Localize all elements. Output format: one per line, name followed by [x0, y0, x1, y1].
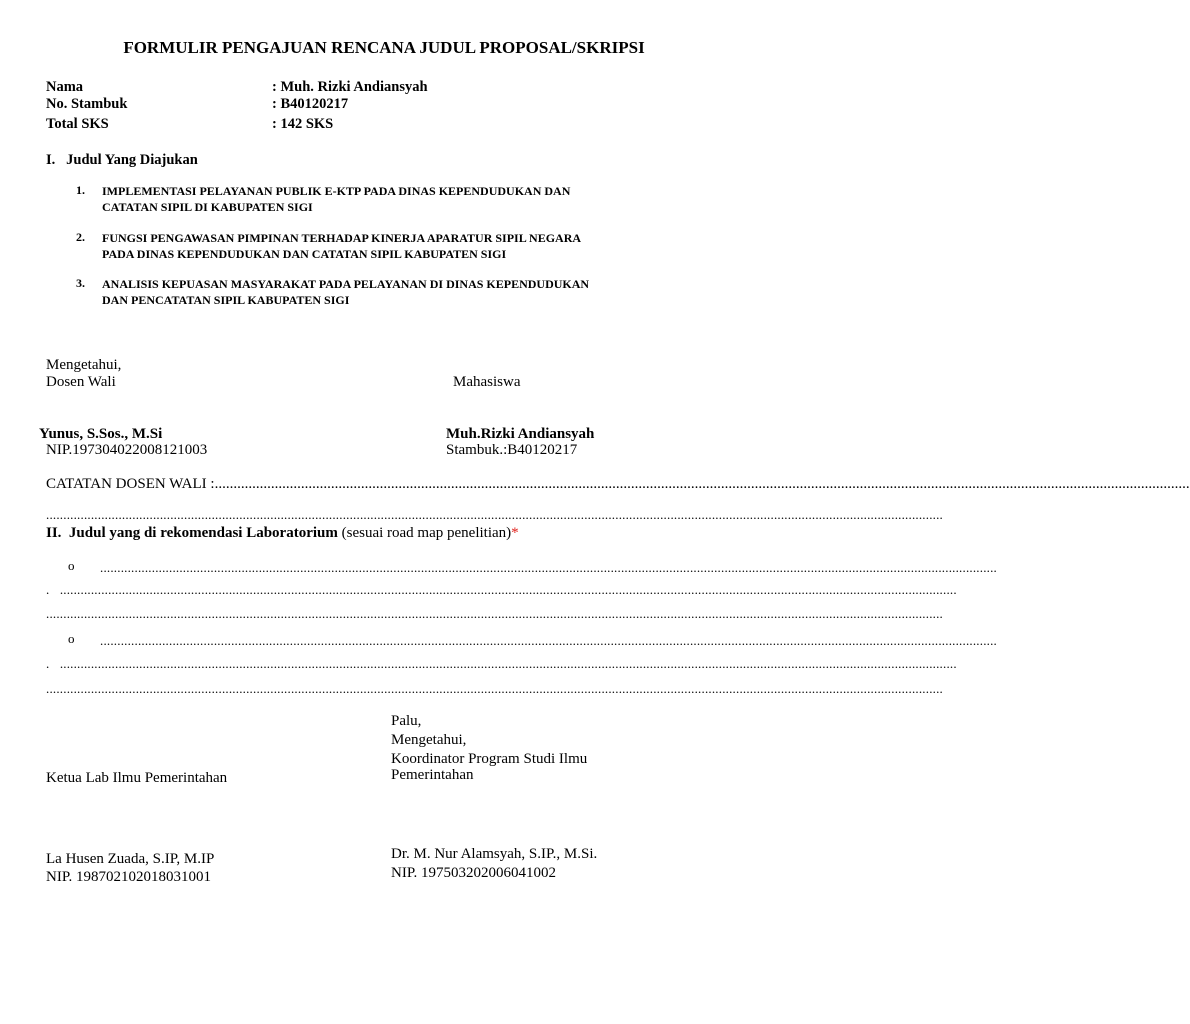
- koordinator-name: Dr. M. Nur Alamsyah, S.IP., M.Si.: [391, 846, 598, 862]
- title-item-3-line1: ANALISIS KEPUASAN MASYARAKAT PADA PELAYANAN DI DINAS KEPENDUDUKAN: [102, 277, 590, 291]
- catatan-line: ....................................................................................................................................................................................................................................................................: [46, 507, 943, 522]
- required-asterisk: *: [511, 525, 519, 541]
- catatan-dosen-wali: [46, 476, 1190, 493]
- ketua-lab-name: La Husen Zuada, S.IP, M.IP: [46, 851, 215, 867]
- title-item-1-line2: CATATAN SIPIL DI KABUPATEN SIGI: [102, 200, 313, 214]
- info-value-sks: : 142 SKS: [272, 116, 334, 132]
- koordinator-title-line2: Pemerintahan: [391, 767, 474, 783]
- title-item-3-line2: DAN PENCATATAN SIPIL KABUPATEN SIGI: [102, 293, 350, 307]
- mengetahui-label-2: Mengetahui,: [391, 732, 467, 748]
- catatan-dots: ....................................................................................................................................................................................................................................................................: [214, 476, 1190, 492]
- title-item-3-number: 3.: [76, 276, 85, 290]
- recommendation-2-line1: ....................................................................................................................................................................................................................................................................: [100, 633, 997, 648]
- dosen-wali-name: Yunus, S.Sos., M.Si: [39, 426, 163, 442]
- recommendation-2-line2: . ....................................................................................................................................................................................................................................................................: [46, 656, 957, 671]
- koordinator-title-line1: Koordinator Program Studi Ilmu: [391, 751, 588, 767]
- mengetahui-label: Mengetahui,: [46, 357, 122, 373]
- dosen-wali-label: Dosen Wali: [46, 374, 116, 390]
- mahasiswa-name: Muh.Rizki Andiansyah: [446, 426, 595, 442]
- section-2-note: (sesuai road map penelitian): [341, 525, 512, 541]
- title-item-2-line1: FUNGSI PENGAWASAN PIMPINAN TERHADAP KINERJA APARATUR SIPIL NEGARA: [102, 231, 582, 245]
- mahasiswa-label: Mahasiswa: [453, 374, 521, 390]
- recommendation-1-line1: ....................................................................................................................................................................................................................................................................: [100, 560, 997, 575]
- recommendation-1-line2: . ....................................................................................................................................................................................................................................................................: [46, 582, 957, 597]
- info-label-nama: Nama: [46, 79, 84, 95]
- catatan-label: CATATAN DOSEN WALI :: [46, 476, 215, 492]
- title-item-1-line1: IMPLEMENTASI PELAYANAN PUBLIK E-KTP PADA DINAS KEPENDUDUKAN DAN: [102, 184, 571, 198]
- section-2-heading: II. Judul yang di rekomendasi Laboratorium: [46, 525, 338, 541]
- section-2-heading-row: [46, 525, 519, 542]
- recommendation-2-line3: ....................................................................................................................................................................................................................................................................: [46, 681, 943, 696]
- form-title: FORMULIR PENGAJUAN RENCANA JUDUL PROPOSAL/SKRIPSI: [123, 38, 645, 57]
- recommendation-1-line3: ....................................................................................................................................................................................................................................................................: [46, 606, 943, 621]
- koordinator-nip: NIP. 197503202006041002: [391, 865, 557, 881]
- section-1-heading: I. Judul Yang Diajukan: [46, 152, 198, 168]
- info-value-nama: : Muh. Rizki Andiansyah: [272, 79, 428, 95]
- recommendation-1-bullet: o: [68, 558, 75, 573]
- mahasiswa-stambuk: Stambuk.:B40120217: [446, 442, 578, 458]
- info-label-stambuk: No. Stambuk: [46, 96, 128, 112]
- ketua-lab-label: Ketua Lab Ilmu Pemerintahan: [46, 770, 228, 786]
- title-item-1-number: 1.: [76, 183, 85, 197]
- place-label: Palu,: [391, 713, 422, 729]
- title-item-2-line2: PADA DINAS KEPENDUDUKAN DAN CATATAN SIPIL KABUPATEN SIGI: [102, 247, 507, 261]
- dosen-wali-nip: NIP.197304022008121003: [46, 442, 208, 458]
- info-label-sks: Total SKS: [46, 116, 109, 132]
- recommendation-2-bullet: o: [68, 631, 75, 646]
- ketua-lab-nip: NIP. 198702102018031001: [46, 869, 212, 885]
- info-value-stambuk: : B40120217: [272, 96, 349, 112]
- title-item-2-number: 2.: [76, 230, 85, 244]
